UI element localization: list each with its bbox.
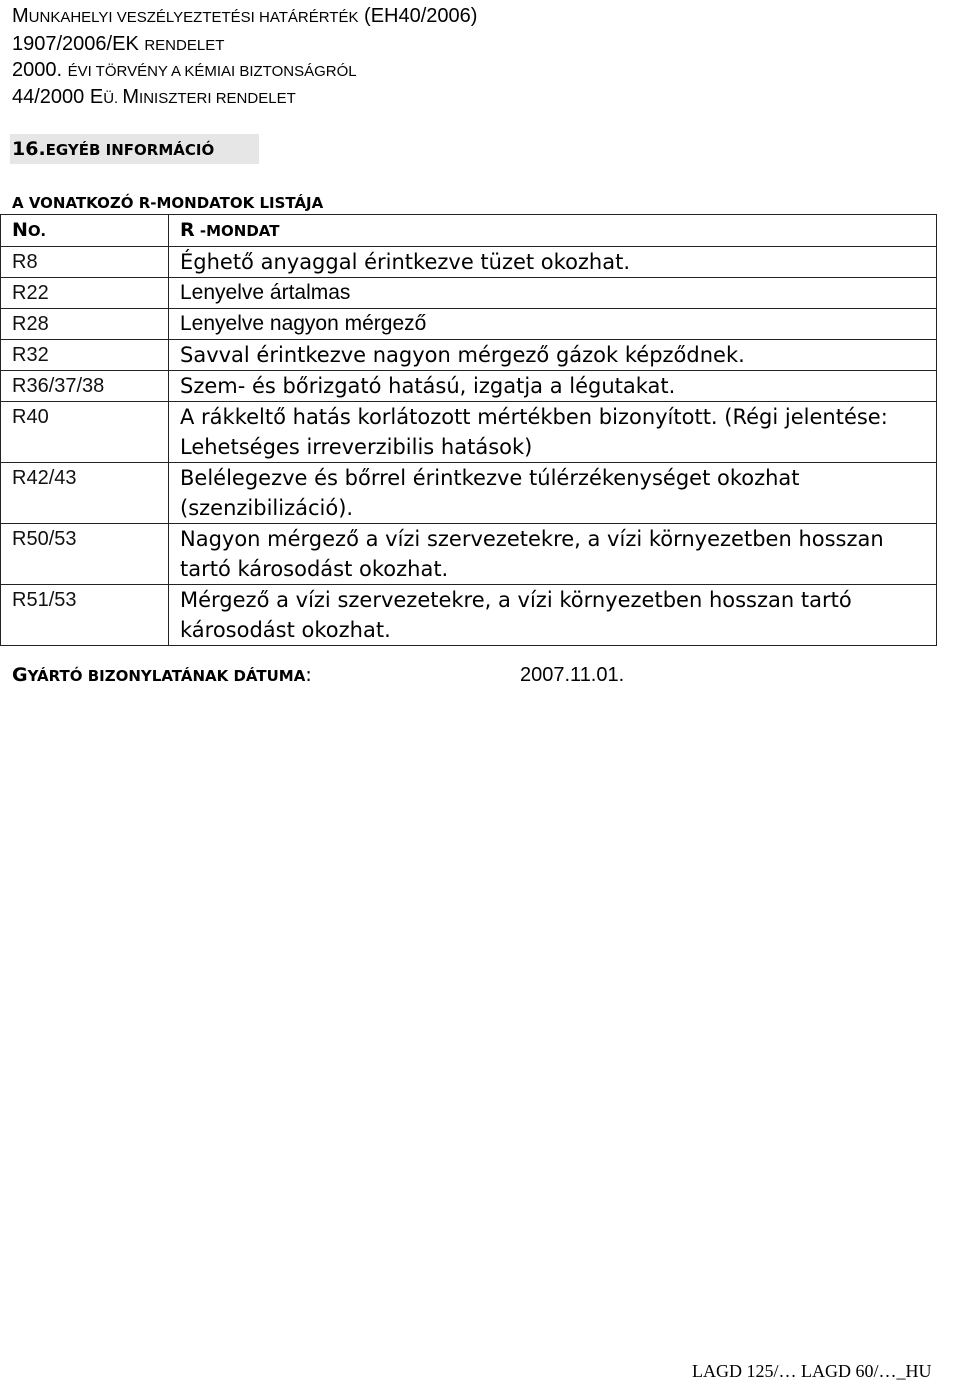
table-row [1,463,937,524]
table-row [1,524,937,585]
r-code: R22 [1,278,169,309]
r-code: R28 [1,309,169,340]
header-line-1 [12,4,477,30]
r-phrase-text: Lenyelve ártalmas [169,278,937,309]
header-line-4-smallcaps-b: INISZTERI RENDELET [139,90,296,107]
column-header-phrase: R -MONDAT [169,215,937,247]
header-line-4 [12,85,296,111]
header-line-2-smallcaps: RENDELET [144,37,225,54]
r-code: R40 [1,402,169,463]
issue-date-label: GYÁRTÓ BIZONYLATÁNAK DÁTUMA [12,664,306,686]
section-title: EGYÉB INFORMÁCIÓ [45,141,215,159]
header-line-2-number: 1907/2006/EK [12,33,145,55]
header-line-4-smallcaps-a: Ü. [103,90,123,107]
header-line-2 [12,32,224,58]
table-row [1,247,937,278]
r-phrase-list-title: A VONATKOZÓ R-MONDATOK LISTÁJA [12,194,324,212]
issue-date-colon: : [305,664,312,686]
r-phrase-text: Belélegezve és bőrrel érintkezve túlérzékenységet okozhat (szenzibilizáció). [169,463,937,524]
table-row [1,402,937,463]
r-phrase-table [0,214,937,646]
r-phrase-text: Savval érintkezve nagyon mérgező gázok képződnek. [169,340,937,371]
r-phrase-text: Mérgező a vízi szervezetekre, a vízi környezetben hosszan tartó károsodást okozhat. [169,585,937,646]
issue-date-value: 2007.11.01. [520,664,625,686]
table-row [1,340,937,371]
table-header-row [1,215,937,247]
r-code: R51/53 [1,585,169,646]
section-number: 16. [12,138,46,160]
header-line-3 [12,58,357,84]
r-phrase-text: Lenyelve nagyon mérgező [169,309,937,340]
r-code: R36/37/38 [1,371,169,402]
r-code: R8 [1,247,169,278]
header-line-4-number: 44/2000 E [12,86,104,108]
r-phrase-text: Nagyon mérgező a vízi szervezetekre, a vízi környezetben hosszan tartó károsodást okozhat. [169,524,937,585]
table-row [1,309,937,340]
page-footer: LAGD 125/… LAGD 60/…_HU [692,1361,932,1381]
header-line-1-smallcaps: UNKAHELYI VESZÉLYEZTETÉSI HATÁRÉRTÉK [28,9,359,26]
header-line-1-suffix: (EH40/2006) [358,5,478,27]
r-phrase-text: A rákkeltő hatás korlátozott mértékben bizonyított. (Régi jelentése: Lehetséges irreverzibilis hatások) [169,402,937,463]
column-header-number: NO. [1,215,169,247]
table-row [1,585,937,646]
section-heading [10,134,259,164]
r-code: R50/53 [1,524,169,585]
header-line-1-initial: M [12,5,29,27]
header-line-3-smallcaps: ÉVI TÖRVÉNY A KÉMIAI BIZTONSÁGRÓL [67,63,357,80]
r-code: R32 [1,340,169,371]
header-line-3-number: 2000. [12,59,68,81]
table-row [1,278,937,309]
r-phrase-text: Éghető anyaggal érintkezve tüzet okozhat. [169,247,937,278]
header-line-4-initial: M [122,86,140,108]
issue-date-row [12,660,732,690]
r-code: R42/43 [1,463,169,524]
r-phrase-text: Szem- és bőrizgató hatású, izgatja a légutakat. [169,371,937,402]
table-row [1,371,937,402]
